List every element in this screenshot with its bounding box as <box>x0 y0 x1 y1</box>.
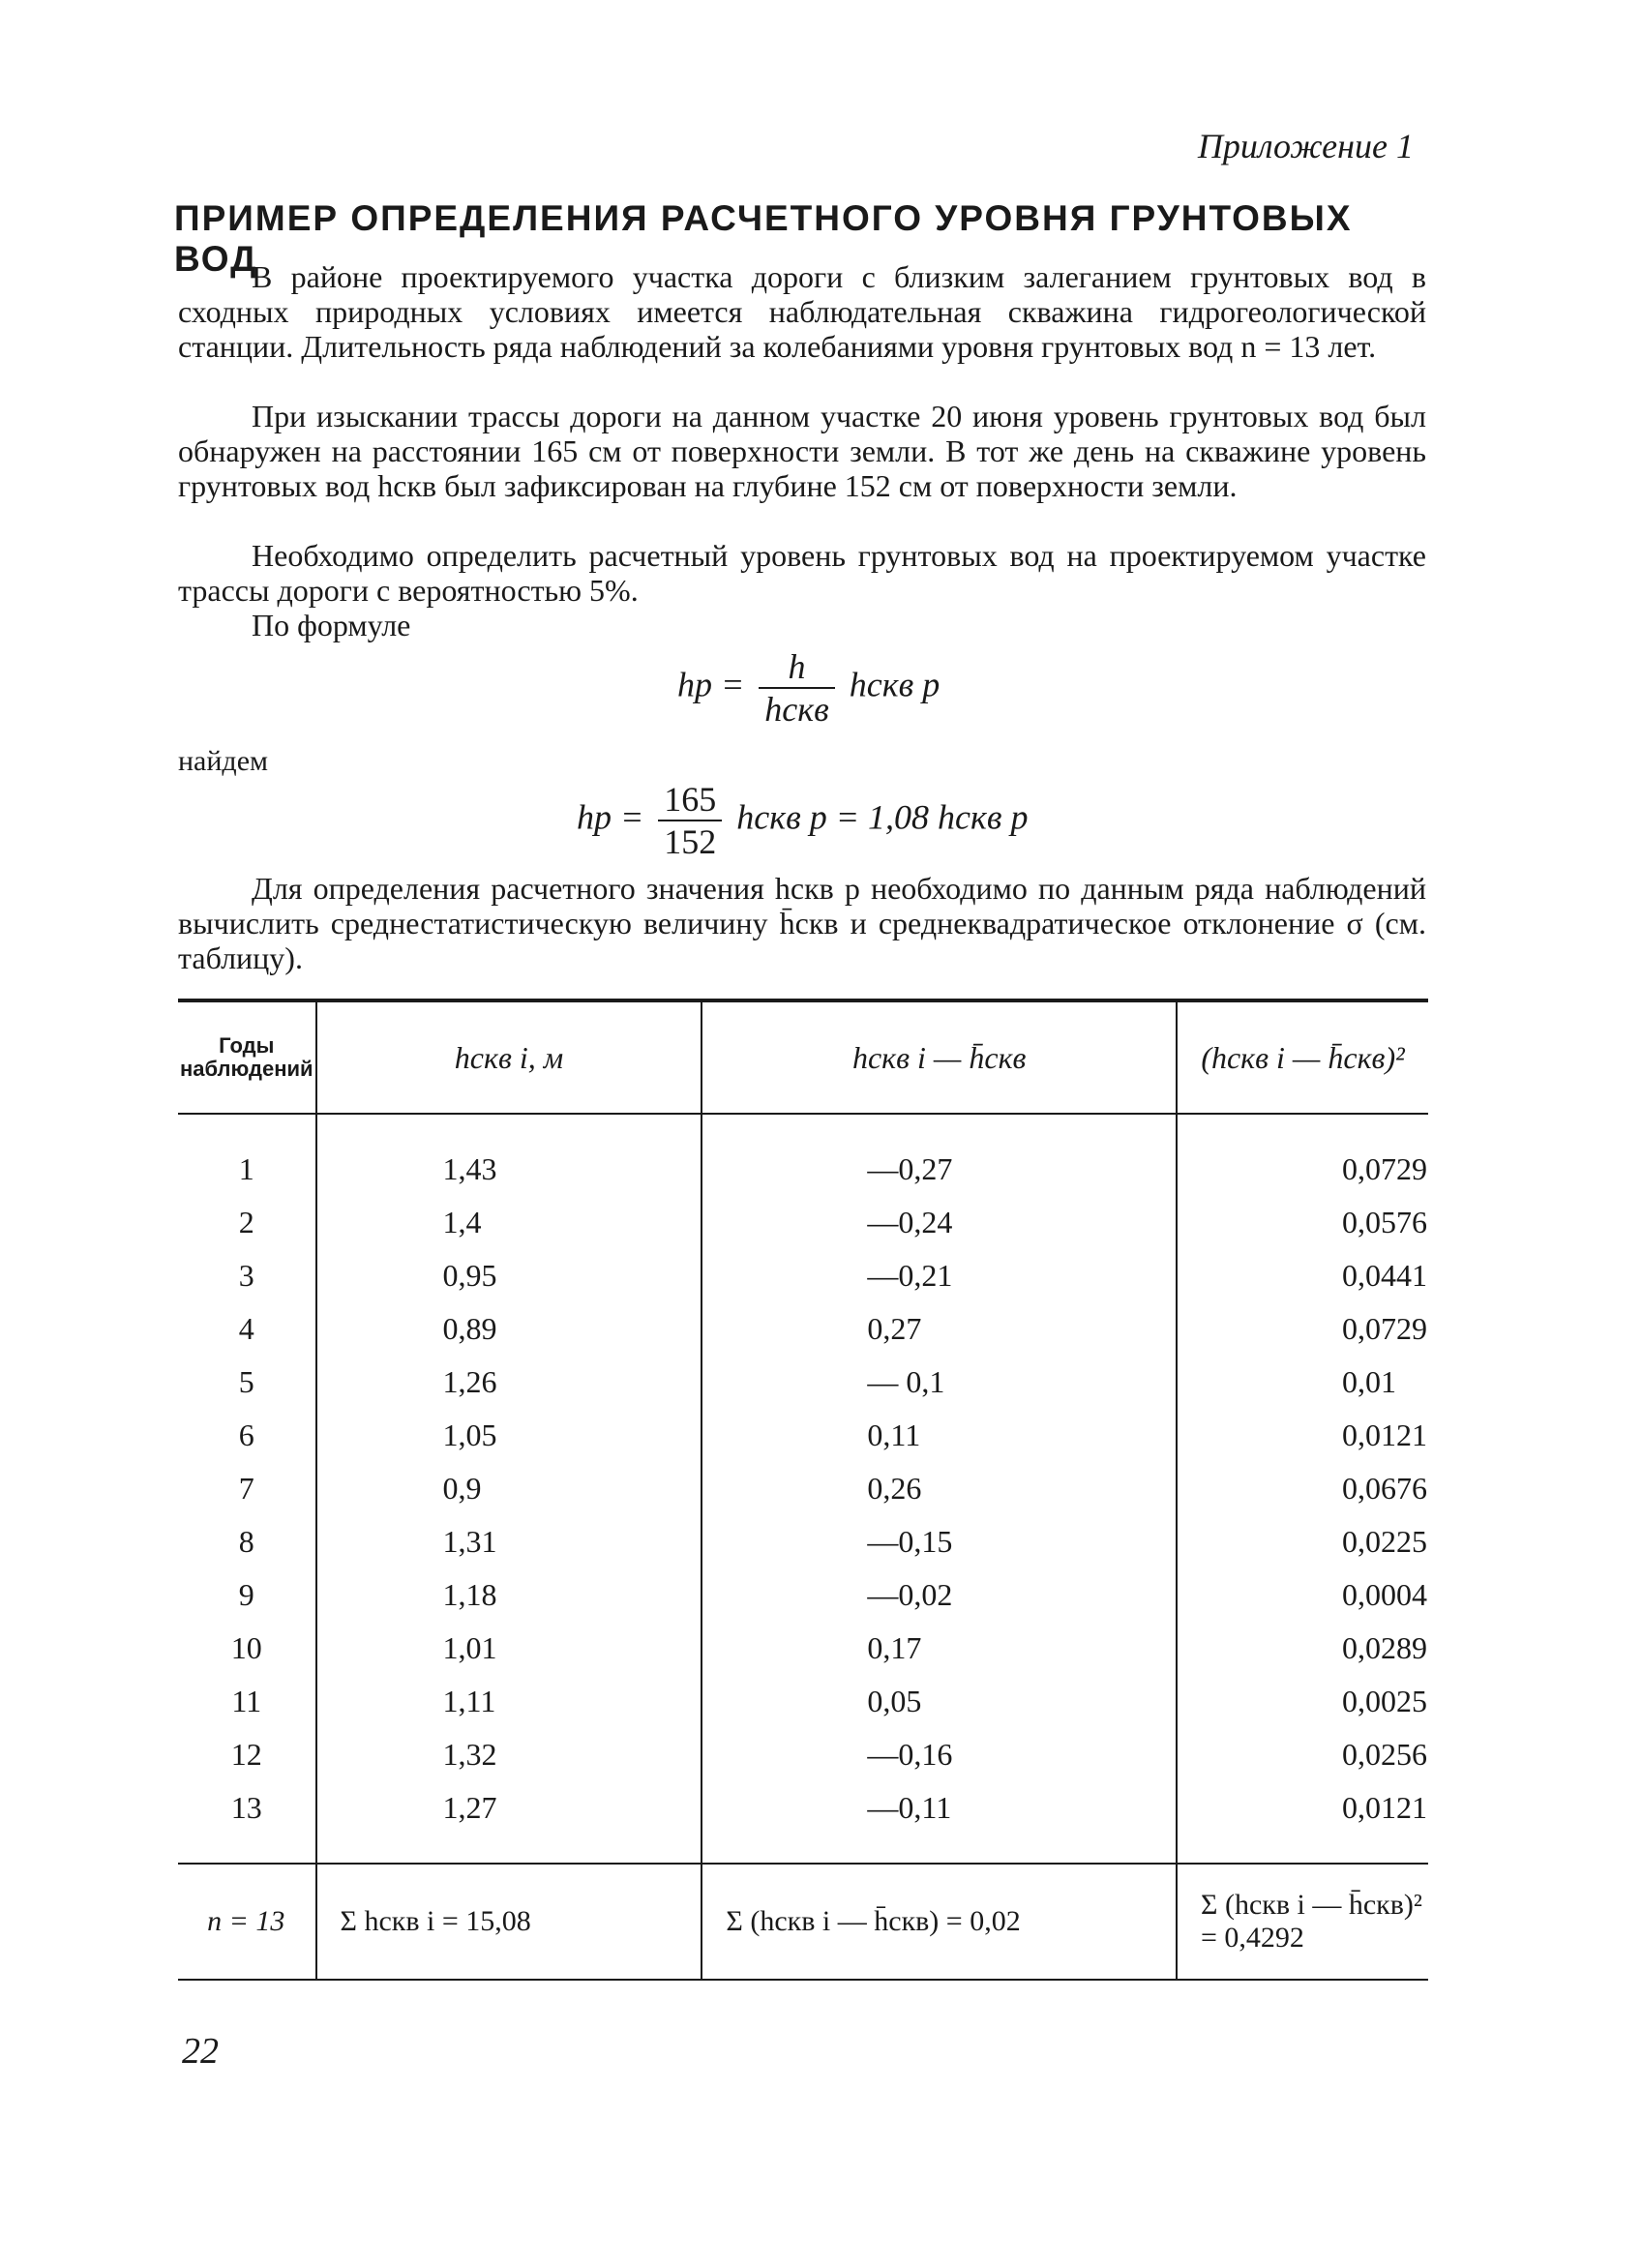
observation-table <box>178 999 1428 1981</box>
year-cell: 10 <box>230 1630 262 1665</box>
appendix-label: Приложение 1 <box>1197 127 1414 165</box>
formula-1: hр = $\frac{h}{\text{hскв}}$ hскв р <box>677 647 940 729</box>
header-years: Годы наблюдений <box>178 1000 316 1114</box>
page-number: 22 <box>182 2031 219 2072</box>
square-cell: 0,01 <box>1177 1356 1428 1409</box>
paragraph-2 <box>178 399 1426 503</box>
table-row <box>178 1622 1428 1675</box>
formula-2-denominator: 152 <box>664 822 717 861</box>
square-cell: 0,0004 <box>1177 1568 1428 1622</box>
paragraph-6 <box>178 871 1426 975</box>
deviation-cell: 0,26 <box>702 1462 1177 1515</box>
h-cell: 0,89 <box>316 1302 702 1356</box>
h-cell: 1,43 <box>316 1114 702 1196</box>
formula-1-numerator: h <box>759 646 834 689</box>
formula-2-numerator: 165 <box>658 779 722 821</box>
table-row <box>178 1515 1428 1568</box>
square-cell: 0,0256 <box>1177 1728 1428 1781</box>
table-row <box>178 1462 1428 1515</box>
summary-row <box>178 1864 1428 1980</box>
table-row <box>178 1675 1428 1728</box>
paragraph-2-text: При изыскании трассы дороги на данном участке 20 июня уровень грунтовых вод был обнаружен на расстоянии 165 см от поверхности земли. В тот же день на скважине уровень грунтовых вод hскв был зафиксирован на глубине 152 см от поверхности земли. <box>178 399 1426 503</box>
formula-2: hр = $\frac{165}{152}$ hскв р = 1,08 hскв р <box>577 780 1029 861</box>
deviation-cell: 0,11 <box>702 1409 1177 1462</box>
formula-2-rhs: hскв р = 1,08 hскв р <box>736 797 1029 837</box>
square-cell: 0,0441 <box>1177 1249 1428 1302</box>
formula-1-denominator: hскв <box>764 690 829 729</box>
table-row <box>178 1114 1428 1196</box>
h-cell: 0,9 <box>316 1462 702 1515</box>
deviation-cell: —0,02 <box>702 1568 1177 1622</box>
square-cell: 0,0225 <box>1177 1515 1428 1568</box>
square-cell: 0,0676 <box>1177 1462 1428 1515</box>
year-cell: 5 <box>238 1364 254 1399</box>
summary-sum-h: Σ hскв i = 15,08 <box>316 1864 702 1980</box>
year-cell: 9 <box>238 1577 254 1612</box>
page-title: ПРИМЕР ОПРЕДЕЛЕНИЯ РАСЧЕТНОГО УРОВНЯ ГРУНТОВЫХ ВОД <box>174 198 1353 279</box>
year-cell: 8 <box>238 1524 254 1559</box>
deviation-cell: —0,15 <box>702 1515 1177 1568</box>
paragraph-1 <box>178 259 1426 364</box>
square-cell: 0,0729 <box>1177 1302 1428 1356</box>
table-row <box>178 1196 1428 1249</box>
formula-1-fraction <box>759 646 834 730</box>
h-cell: 0,95 <box>316 1249 702 1302</box>
square-cell: 0,0729 <box>1177 1114 1428 1196</box>
paragraph-4 <box>178 608 1426 642</box>
formula-2-fraction <box>658 779 722 862</box>
deviation-cell: —0,24 <box>702 1196 1177 1249</box>
paragraph-3-text: Необходимо определить расчетный уровень грунтовых вод на проектируемом участке трассы дороги с вероятностью 5%. <box>178 538 1426 608</box>
table-row <box>178 1249 1428 1302</box>
table-row <box>178 1568 1428 1622</box>
deviation-cell: 0,17 <box>702 1622 1177 1675</box>
year-cell: 12 <box>230 1737 262 1772</box>
h-cell: 1,01 <box>316 1622 702 1675</box>
square-cell: 0,0576 <box>1177 1196 1428 1249</box>
header-square: (hскв i — h̄скв)² <box>1177 1000 1428 1114</box>
h-cell: 1,26 <box>316 1356 702 1409</box>
deviation-cell: —0,11 <box>702 1781 1177 1864</box>
paragraph-1-text: В районе проектируемого участка дороги с близким залеганием грунтовых вод в сходных природных условиях имеется наблюдательная скважина гидрогеологической станции. Длительность ряда наблюдений за колебаниями уровня грунтовых вод n = 13 лет. <box>178 259 1426 364</box>
deviation-cell: — 0,1 <box>702 1356 1177 1409</box>
formula-1-lhs: hр <box>677 665 712 704</box>
h-cell: 1,05 <box>316 1409 702 1462</box>
square-cell: 0,0289 <box>1177 1622 1428 1675</box>
year-cell: 1 <box>238 1151 254 1186</box>
table-body <box>178 1114 1428 1864</box>
table-row <box>178 1302 1428 1356</box>
h-cell: 1,31 <box>316 1515 702 1568</box>
year-cell: 7 <box>238 1471 254 1506</box>
square-cell: 0,0121 <box>1177 1781 1428 1864</box>
find-label: найдем <box>178 745 268 777</box>
h-cell: 1,4 <box>316 1196 702 1249</box>
deviation-cell: 0,27 <box>702 1302 1177 1356</box>
year-cell: 13 <box>178 1781 316 1864</box>
paragraph-3 <box>178 538 1426 608</box>
h-cell: 1,32 <box>316 1728 702 1781</box>
paragraph-6-text: Для определения расчетного значения hскв р необходимо по данным ряда наблюдений вычислить среднестатистическую величину h̄скв и среднеквадратическое отклонение σ (см. таблицу). <box>178 871 1426 975</box>
table-row <box>178 1781 1428 1864</box>
deviation-cell: —0,27 <box>702 1114 1177 1196</box>
square-cell: 0,0121 <box>1177 1409 1428 1462</box>
paragraph-4-text: По формуле <box>252 608 411 642</box>
year-cell: 11 <box>231 1684 262 1718</box>
summary-sum-square: Σ (hскв i — h̄скв)² = 0,4292 <box>1177 1864 1428 1980</box>
year-cell: 6 <box>238 1418 254 1452</box>
summary-sum-deviation: Σ (hскв i — h̄скв) = 0,02 <box>702 1864 1177 1980</box>
formula-1-rhs: hскв р <box>849 665 940 704</box>
formula-2-lhs: hр <box>577 797 612 837</box>
h-cell: 1,27 <box>316 1781 702 1864</box>
h-cell: 1,18 <box>316 1568 702 1622</box>
header-deviation: hскв i — h̄скв <box>702 1000 1177 1114</box>
summary-n: n = 13 <box>178 1864 316 1980</box>
deviation-cell: —0,16 <box>702 1728 1177 1781</box>
table-header-row <box>178 1000 1428 1114</box>
deviation-cell: 0,05 <box>702 1675 1177 1728</box>
table-row <box>178 1728 1428 1781</box>
year-cell: 4 <box>238 1311 254 1346</box>
year-cell: 2 <box>238 1205 254 1239</box>
year-cell: 3 <box>238 1258 254 1293</box>
header-h: hскв i, м <box>316 1000 702 1114</box>
table-row <box>178 1409 1428 1462</box>
deviation-cell: —0,21 <box>702 1249 1177 1302</box>
table-row <box>178 1356 1428 1409</box>
h-cell: 1,11 <box>316 1675 702 1728</box>
square-cell: 0,0025 <box>1177 1675 1428 1728</box>
